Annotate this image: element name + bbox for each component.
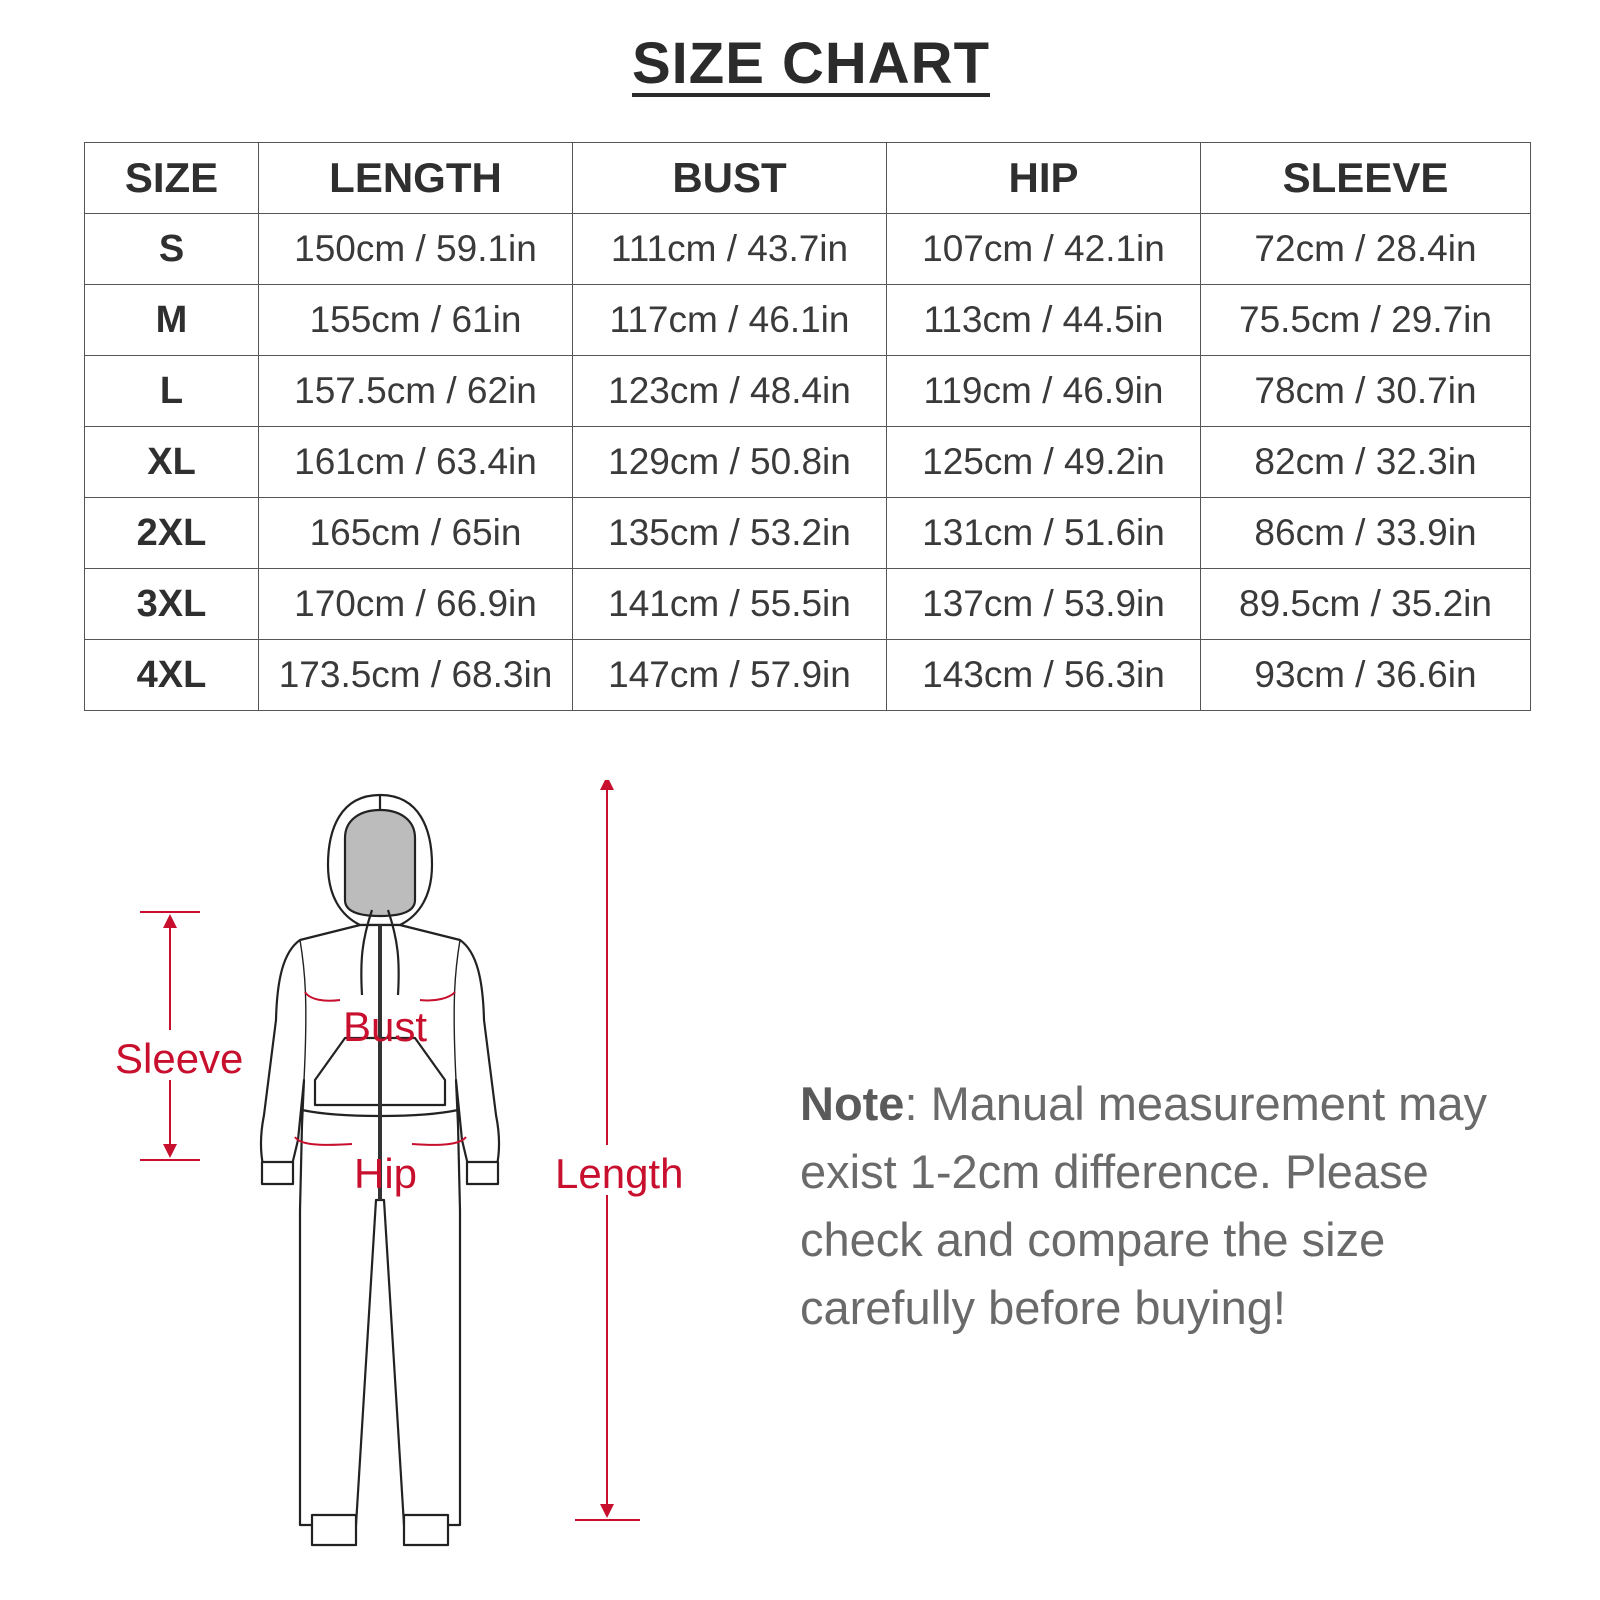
table-row: [85, 640, 1531, 711]
sleeve-cell: 82cm / 32.3in: [1201, 427, 1531, 498]
size-table: [84, 142, 1531, 711]
length-cell: 173.5cm / 68.3in: [259, 640, 573, 711]
size-cell: S: [85, 214, 259, 285]
measurement-diagram: [0, 780, 700, 1580]
length-cell: 157.5cm / 62in: [259, 356, 573, 427]
length-label: Length: [555, 1150, 684, 1197]
length-cell: 170cm / 66.9in: [259, 569, 573, 640]
table-row: [85, 285, 1531, 356]
header-length: LENGTH: [259, 143, 573, 214]
sleeve-cell: 86cm / 33.9in: [1201, 498, 1531, 569]
note-label: Note: [800, 1077, 905, 1130]
sleeve-cell: 75.5cm / 29.7in: [1201, 285, 1531, 356]
bust-cell: 147cm / 57.9in: [573, 640, 887, 711]
size-cell: 4XL: [85, 640, 259, 711]
sleeve-cell: 78cm / 30.7in: [1201, 356, 1531, 427]
header-bust: BUST: [573, 143, 887, 214]
note-body: : Manual measurement may exist 1-2cm difference. Please check and compare the size carefully before buying!: [800, 1077, 1487, 1334]
bust-cell: 117cm / 46.1in: [573, 285, 887, 356]
table-row: [85, 569, 1531, 640]
header-sleeve: SLEEVE: [1201, 143, 1531, 214]
sleeve-label: Sleeve: [115, 1035, 244, 1082]
hip-cell: 119cm / 46.9in: [887, 356, 1201, 427]
table-row: [85, 498, 1531, 569]
sleeve-cell: 93cm / 36.6in: [1201, 640, 1531, 711]
bust-label: Bust: [343, 1003, 428, 1050]
table-row: [85, 214, 1531, 285]
bust-cell: 123cm / 48.4in: [573, 356, 887, 427]
table-row: [85, 356, 1531, 427]
hip-cell: 143cm / 56.3in: [887, 640, 1201, 711]
bust-cell: 129cm / 50.8in: [573, 427, 887, 498]
hip-cell: 137cm / 53.9in: [887, 569, 1201, 640]
table-header-row: [85, 143, 1531, 214]
note-text: [800, 1070, 1540, 1342]
page-title: [0, 30, 1600, 97]
table-row: [85, 427, 1531, 498]
hip-label: Hip: [354, 1150, 418, 1197]
hip-cell: 131cm / 51.6in: [887, 498, 1201, 569]
bust-cell: 135cm / 53.2in: [573, 498, 887, 569]
header-hip: HIP: [887, 143, 1201, 214]
size-cell: XL: [85, 427, 259, 498]
size-cell: 2XL: [85, 498, 259, 569]
hip-cell: 113cm / 44.5in: [887, 285, 1201, 356]
header-size: SIZE: [85, 143, 259, 214]
hip-cell: 125cm / 49.2in: [887, 427, 1201, 498]
length-cell: 165cm / 65in: [259, 498, 573, 569]
length-cell: 150cm / 59.1in: [259, 214, 573, 285]
length-cell: 161cm / 63.4in: [259, 427, 573, 498]
size-cell: M: [85, 285, 259, 356]
hip-cell: 107cm / 42.1in: [887, 214, 1201, 285]
bust-cell: 111cm / 43.7in: [573, 214, 887, 285]
sleeve-cell: 72cm / 28.4in: [1201, 214, 1531, 285]
title-text: SIZE CHART: [632, 31, 990, 96]
sleeve-cell: 89.5cm / 35.2in: [1201, 569, 1531, 640]
bust-cell: 141cm / 55.5in: [573, 569, 887, 640]
size-cell: L: [85, 356, 259, 427]
length-cell: 155cm / 61in: [259, 285, 573, 356]
size-cell: 3XL: [85, 569, 259, 640]
